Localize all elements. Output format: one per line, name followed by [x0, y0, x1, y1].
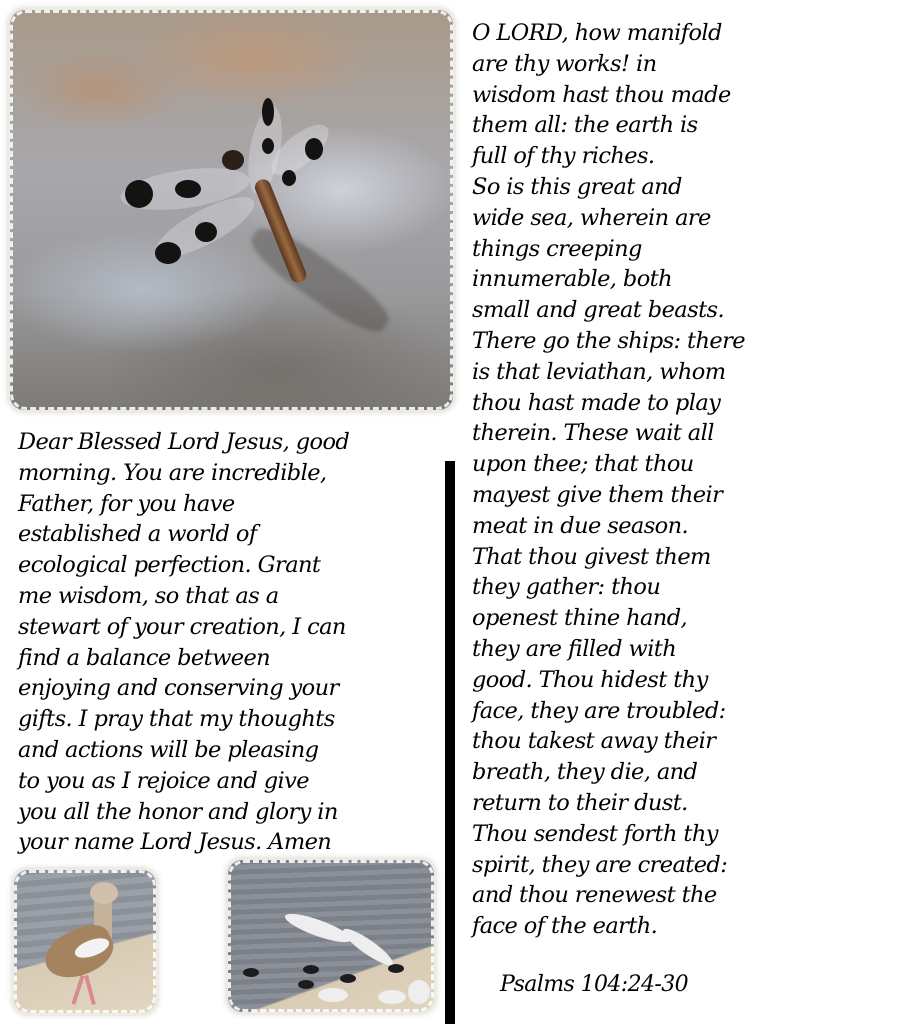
verse-line: meat in due season. — [472, 512, 689, 539]
verse-line: That thou givest them — [472, 543, 711, 570]
wing-spot — [125, 180, 153, 208]
prayer-line: gifts. I pray that my thoughts — [18, 706, 335, 733]
wing-spot — [195, 222, 217, 242]
gull — [408, 980, 430, 1004]
verse-line: is that leviathan, whom — [472, 358, 726, 385]
scripture-text — [472, 18, 745, 942]
gull — [378, 990, 406, 1004]
verse-line: thou hast made to play — [472, 389, 721, 416]
prayer-line: Father, for you have — [18, 490, 235, 517]
verse-line: There go the ships: there — [472, 327, 745, 354]
verse-line: So is this great and — [472, 173, 682, 200]
goose-leg — [71, 975, 84, 1005]
wing-spot — [262, 98, 274, 126]
verse-line: and thou renewest the — [472, 882, 717, 909]
verse-line: Thou sendest forth thy — [472, 820, 718, 847]
verse-line: things creeping — [472, 235, 642, 262]
prayer-line: find a balance between — [18, 644, 271, 671]
verse-line: they are filled with — [472, 635, 677, 662]
gull — [339, 924, 396, 970]
verse-line: breath, they die, and — [472, 759, 698, 786]
dragonfly-head — [222, 150, 244, 170]
gulls-photo — [228, 860, 434, 1012]
verse-line: good. Thou hidest thy — [472, 666, 708, 693]
vertical-divider — [445, 461, 455, 1024]
prayer-line: enjoying and conserving your — [18, 675, 339, 702]
verse-line: upon thee; that thou — [472, 451, 694, 478]
coot — [243, 968, 259, 977]
prayer-line: morning. You are incredible, — [18, 459, 327, 486]
coot — [340, 974, 356, 983]
verse-line: face of the earth. — [472, 913, 658, 940]
verse-line: therein. These wait all — [472, 420, 714, 447]
verse-line: innumerable, both — [472, 266, 672, 293]
dragonfly-photo — [10, 10, 453, 410]
verse-line: face, they are troubled: — [472, 697, 726, 724]
wing-spot — [155, 242, 181, 264]
gull — [318, 988, 348, 1002]
prayer-text — [18, 427, 349, 858]
wing-spot — [175, 180, 201, 198]
goose-leg — [84, 975, 96, 1005]
wing-spot — [282, 170, 296, 186]
wing-spot — [262, 138, 274, 154]
verse-line: spirit, they are created: — [472, 851, 728, 878]
prayer-line: you all the honor and glory in — [18, 798, 338, 825]
verse-line: them all: the earth is — [472, 112, 698, 139]
prayer-line: stewart of your creation, I can — [18, 613, 346, 640]
prayer-line: and actions will be pleasing — [18, 736, 319, 763]
prayer-line: your name Lord Jesus. Amen — [18, 829, 332, 856]
prayer-line: me wisdom, so that as a — [18, 582, 279, 609]
verse-line: wide sea, wherein are — [472, 204, 711, 231]
verse-line: they gather: thou — [472, 574, 661, 601]
verse-line: are thy works! in — [472, 50, 657, 77]
verse-line: thou takest away their — [472, 728, 716, 755]
verse-line: wisdom hast thou made — [472, 81, 731, 108]
goose-photo — [14, 870, 156, 1013]
prayer-line: ecological perfection. Grant — [18, 552, 321, 579]
verse-line: full of thy riches. — [472, 143, 655, 170]
gull — [282, 909, 353, 948]
verse-line: mayest give them their — [472, 481, 723, 508]
wing-spot — [305, 138, 323, 160]
scripture-citation: Psalms 104:24-30 — [500, 972, 689, 997]
verse-line: openest thine hand, — [472, 605, 688, 632]
coot — [303, 965, 319, 974]
dragonfly-shadow — [243, 218, 397, 343]
verse-line: small and great beasts. — [472, 297, 725, 324]
verse-line: O LORD, how manifold — [472, 20, 722, 46]
coot — [388, 964, 404, 973]
prayer-line: Dear Blessed Lord Jesus, good — [18, 429, 350, 455]
verse-line: return to their dust. — [472, 789, 688, 816]
coot — [298, 980, 314, 989]
prayer-line: established a world of — [18, 521, 257, 548]
prayer-line: to you as I rejoice and give — [18, 767, 309, 794]
goose-head — [90, 882, 118, 904]
